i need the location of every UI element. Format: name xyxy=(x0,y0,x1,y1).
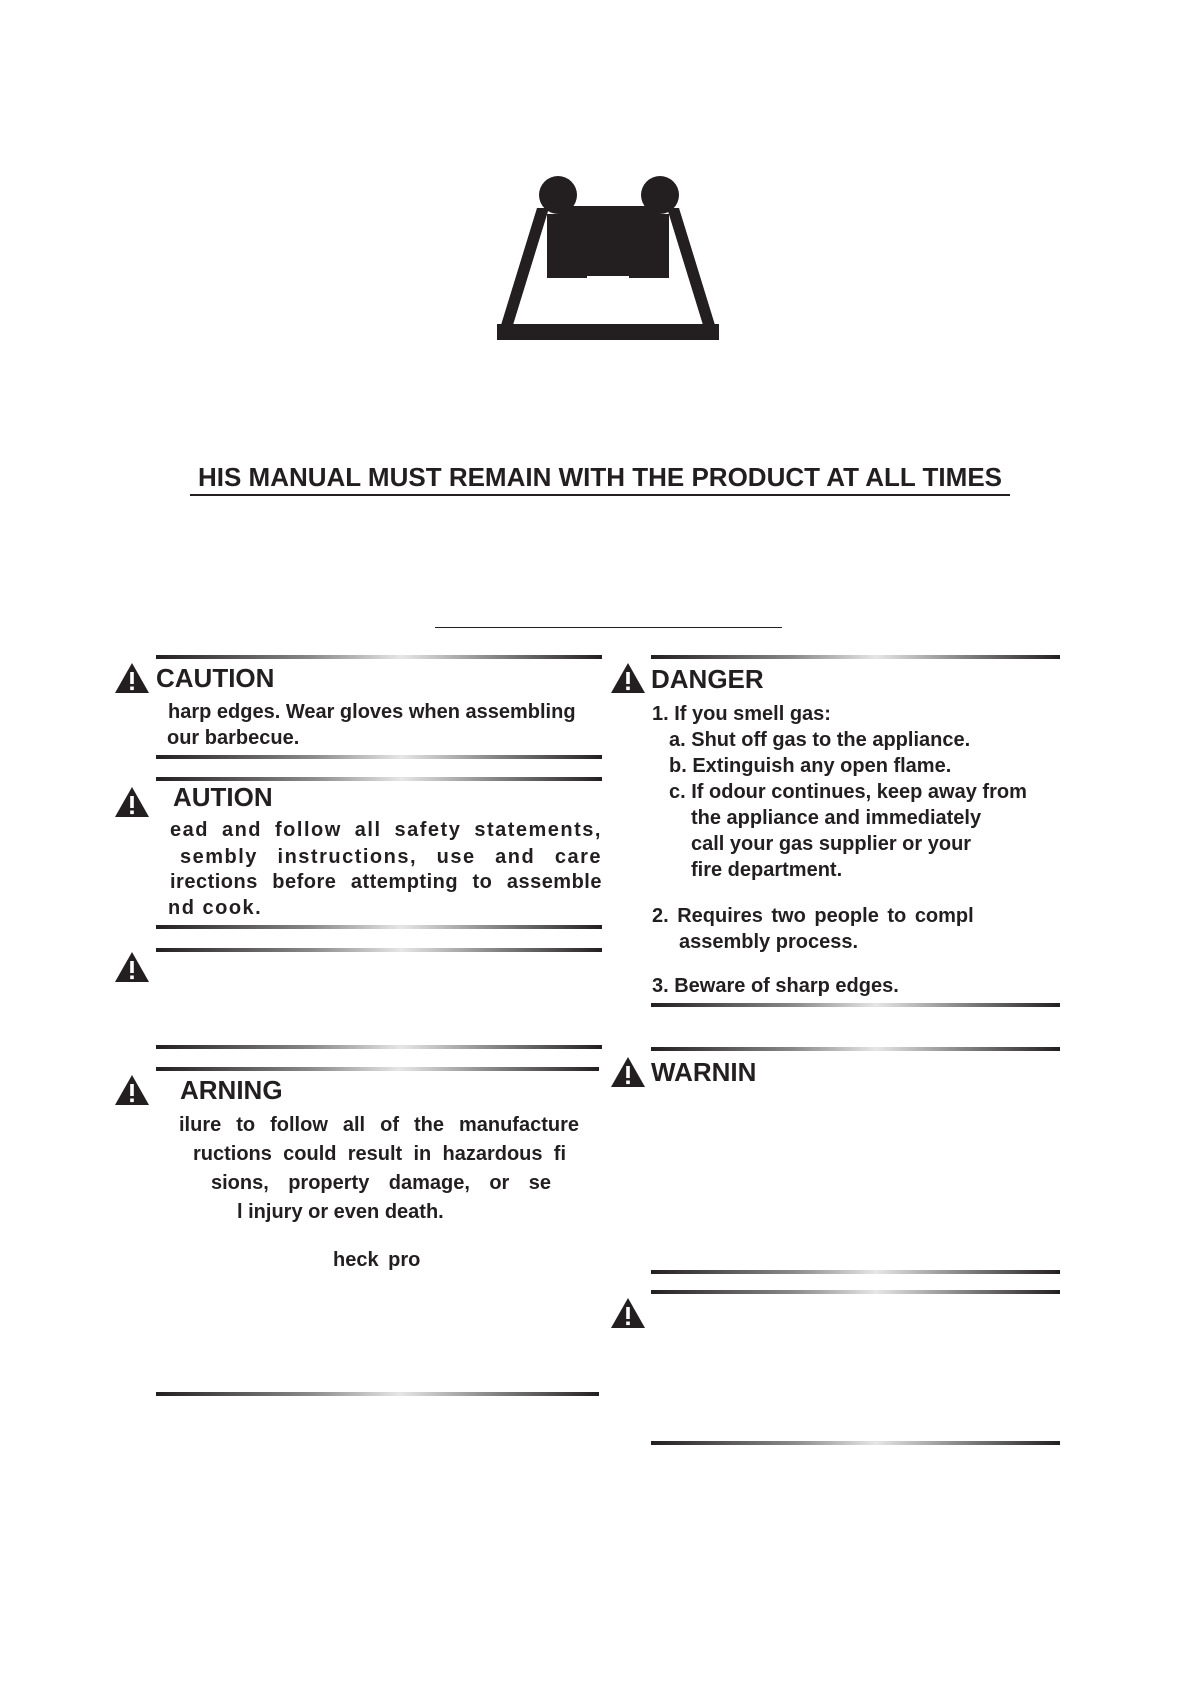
danger-bottom-rule xyxy=(651,1003,1060,1007)
warning-triangle-icon xyxy=(610,662,646,694)
warning-top-rule xyxy=(156,1067,599,1071)
warning-triangle-icon xyxy=(114,786,150,818)
danger-item: assembly process. xyxy=(679,931,858,953)
caution-text-line: irections before attempting to assemble xyxy=(170,871,602,893)
warning-heading: ARNING xyxy=(180,1075,283,1105)
warning-top-rule xyxy=(651,1047,1060,1051)
caution-text-line: ead and follow all safety statements, xyxy=(170,819,602,841)
caution-text-line: our barbecue. xyxy=(167,727,300,749)
danger-item: b. Extinguish any open flame. xyxy=(669,755,952,777)
warning-triangle-icon xyxy=(610,1297,646,1329)
caution-bottom-rule xyxy=(156,925,602,929)
notice-bottom-rule xyxy=(156,1045,602,1049)
notice-bottom-rule xyxy=(651,1441,1060,1445)
title-underline xyxy=(190,494,1010,496)
danger-item: fire department. xyxy=(691,859,843,881)
warning-text-line: ructions could result in hazardous fi xyxy=(193,1143,566,1165)
caution-top-rule xyxy=(156,777,602,781)
warning-text-line: heck pro xyxy=(333,1249,421,1271)
danger-heading: DANGER xyxy=(651,664,764,694)
caution-top-rule xyxy=(156,655,602,659)
caution-text-line: harp edges. Wear gloves when assembling xyxy=(168,701,576,723)
danger-item: a. Shut off gas to the appliance. xyxy=(669,729,971,751)
warning-text-line: sions, property damage, or se xyxy=(211,1172,551,1194)
danger-item: 1. If you smell gas: xyxy=(652,703,831,725)
warning-text-line: l injury or even death. xyxy=(237,1201,444,1223)
notice-top-rule xyxy=(156,948,602,952)
divider xyxy=(435,627,782,628)
warning-triangle-icon xyxy=(114,1074,150,1106)
caution-text-line: nd cook. xyxy=(168,897,263,919)
caution-heading: AUTION xyxy=(173,782,273,812)
notice-top-rule xyxy=(651,1290,1060,1294)
danger-item: c. If odour continues, keep away from xyxy=(669,781,1027,803)
caution-text-line: sembly instructions, use and care xyxy=(180,846,602,868)
warning-triangle-icon xyxy=(114,951,150,983)
warning-triangle-icon xyxy=(610,1056,646,1088)
danger-item: 2. Requires two people to compl xyxy=(652,905,974,927)
danger-item: 3. Beware of sharp edges. xyxy=(652,975,899,997)
two-person-lift-icon xyxy=(497,170,719,340)
danger-item: call your gas supplier or your xyxy=(691,833,972,855)
warning-text-line: ilure to follow all of the manufacture xyxy=(179,1114,579,1136)
warning-triangle-icon xyxy=(114,662,150,694)
warning-bottom-rule xyxy=(651,1270,1060,1274)
danger-item: the appliance and immediately xyxy=(691,807,982,829)
caution-bottom-rule xyxy=(156,755,602,759)
caution-heading: CAUTION xyxy=(156,663,275,693)
page-title: HIS MANUAL MUST REMAIN WITH THE PRODUCT AT ALL TIMES xyxy=(197,462,1003,492)
danger-top-rule xyxy=(651,655,1060,659)
warning-bottom-rule xyxy=(156,1392,599,1396)
warning-heading: WARNIN xyxy=(651,1057,757,1087)
